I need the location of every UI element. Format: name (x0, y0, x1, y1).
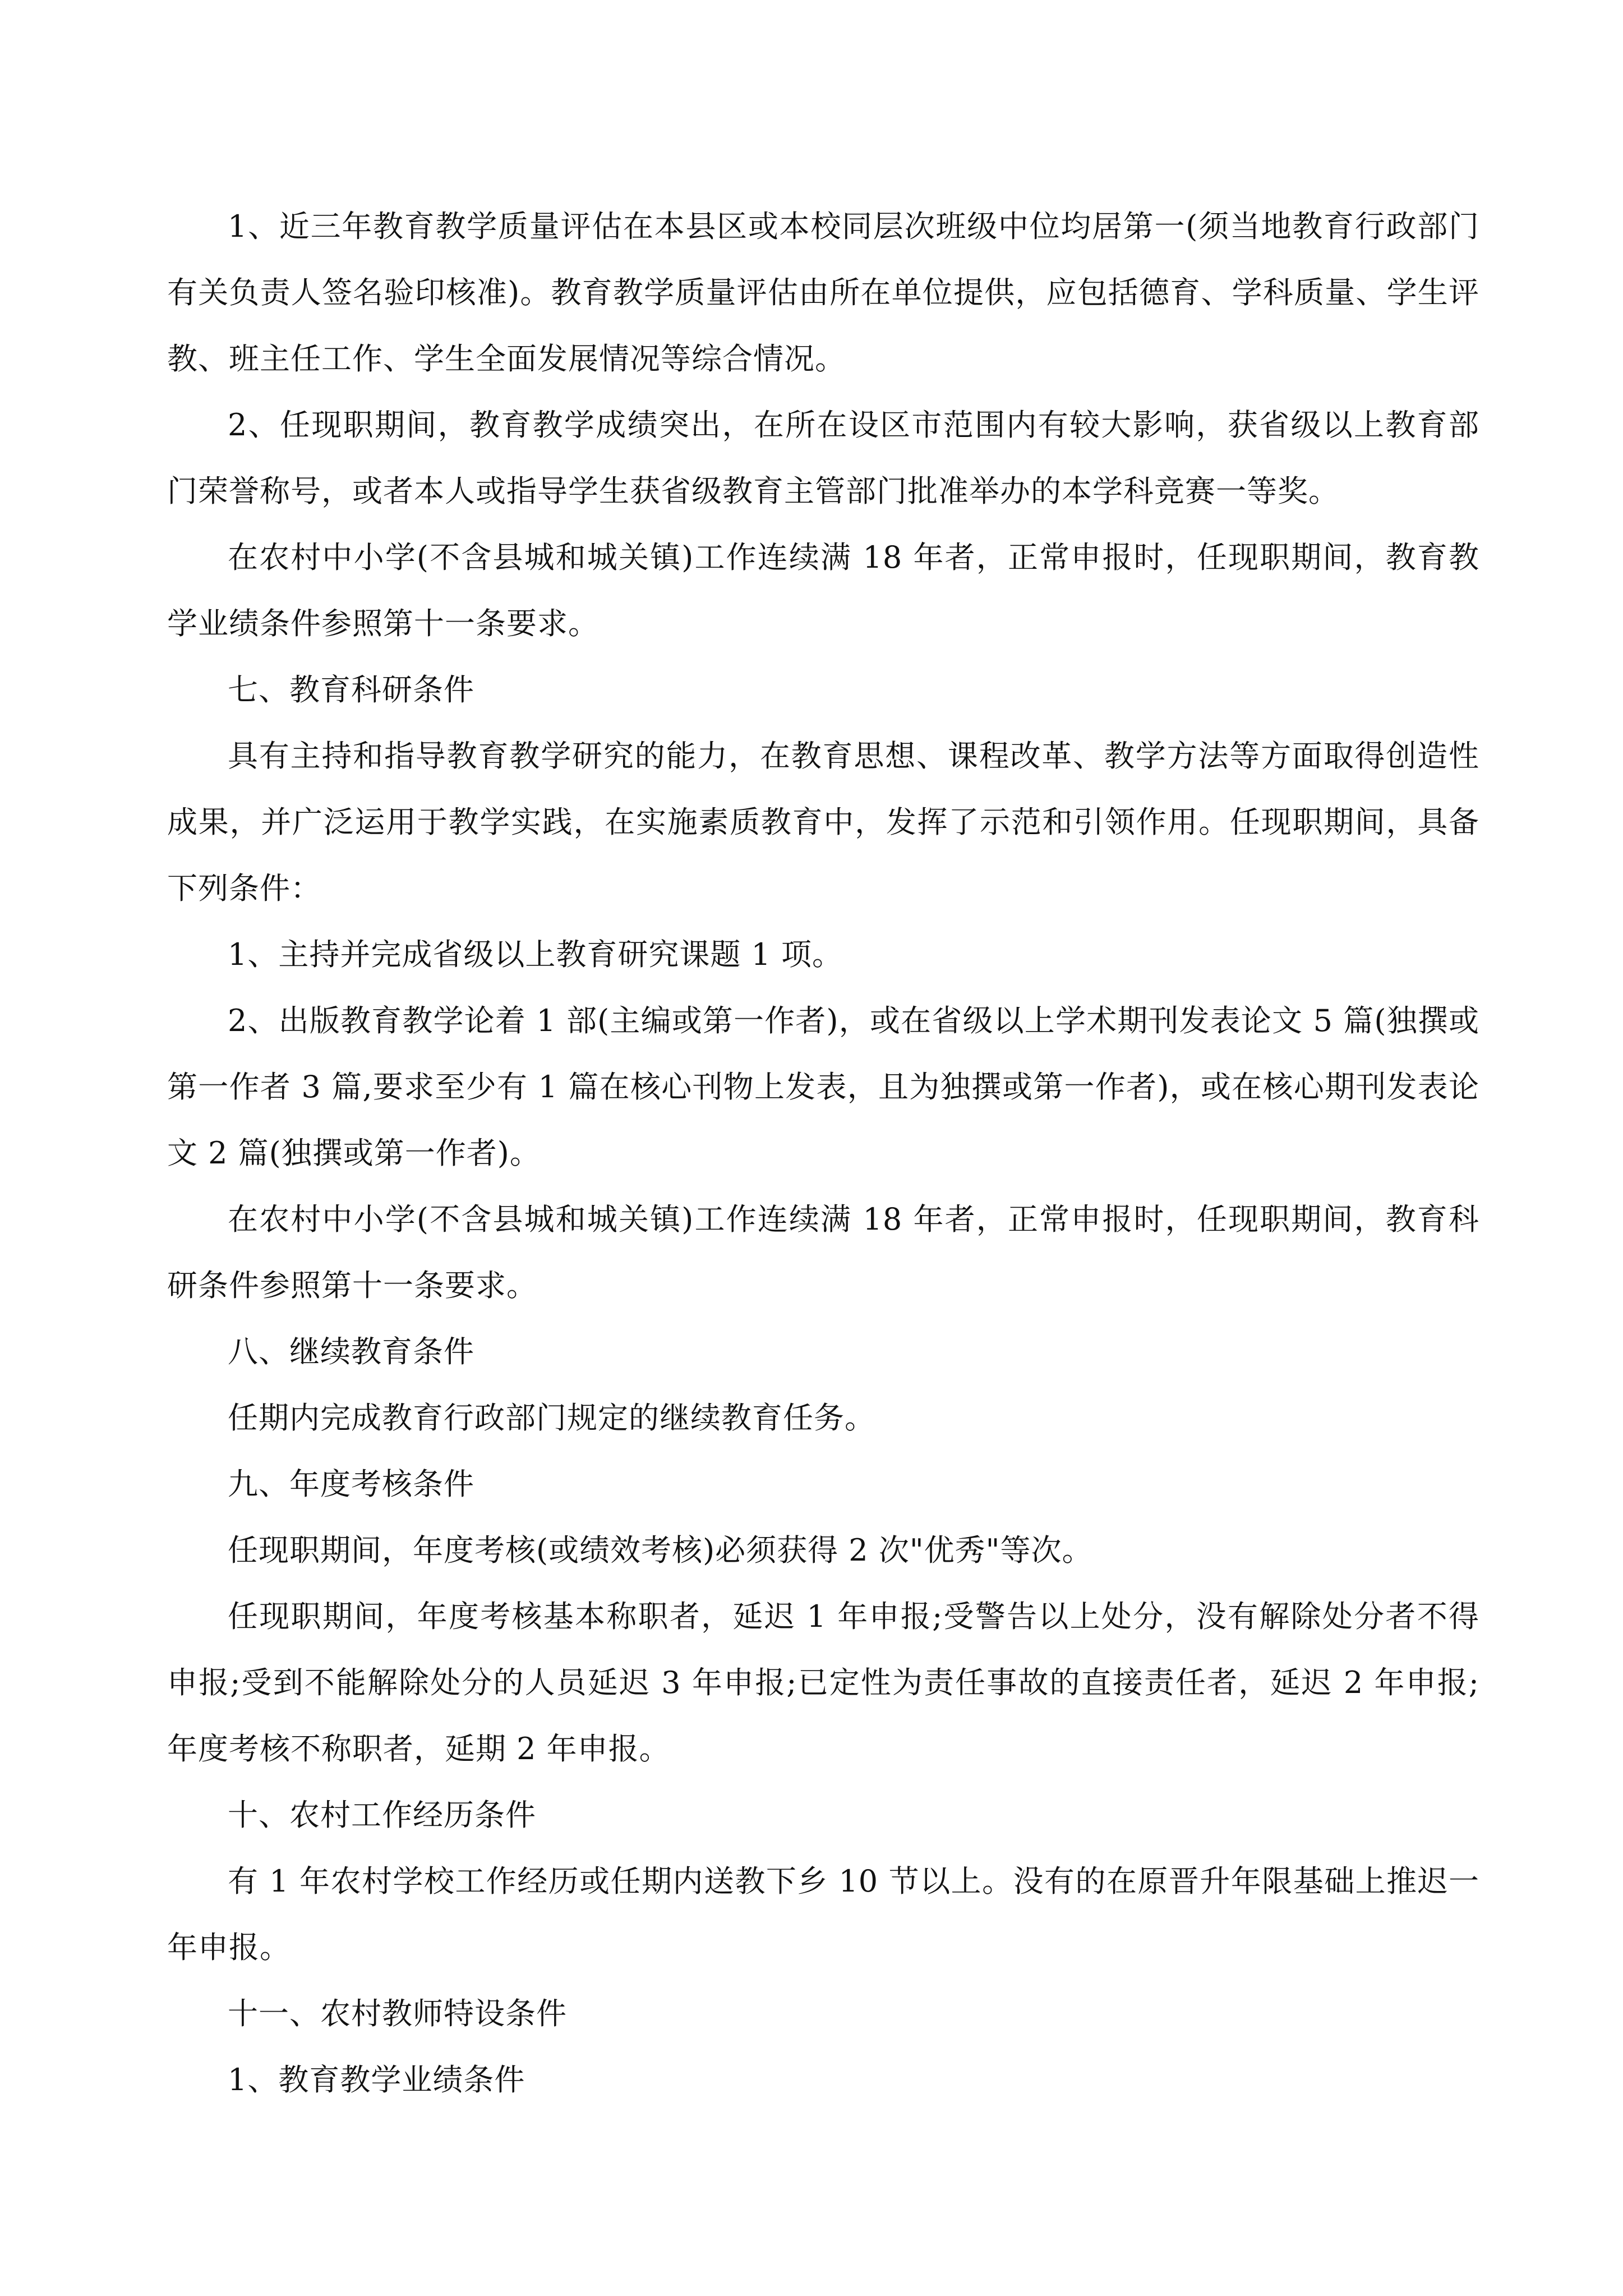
document-body (167, 194, 1479, 2113)
paragraph-performance-honors: 2、任现职期间，教育教学成绩突出，在所在设区市范围内有较大影响，获省级以上教育部门荣誉称号，或者本人或指导学生获省级教育主管部门批准举办的本学科竞赛一等奖。 (167, 407, 1479, 509)
paragraph-rural-research-exception: 在农村中小学(不含县城和城关镇)工作连续满 18 年者，正常申报时，任现职期间，教育科研条件参照第十一条要求。 (167, 1202, 1479, 1303)
paragraph-rural-teaching-exception: 在农村中小学(不含县城和城关镇)工作连续满 18 年者，正常申报时，任现职期间，教育教学业绩条件参照第十一条要求。 (167, 540, 1479, 641)
paragraph-research-project: 1、主持并完成省级以上教育研究课题 1 项。 (228, 937, 843, 972)
section-heading-annual-assessment: 九、年度考核条件 (228, 1466, 474, 1502)
section-heading-rural-special: 十一、农村教师特设条件 (228, 1996, 567, 2031)
paragraph-performance-ranking: 1、近三年教育教学质量评估在本县区或本校同层次班级中位均居第一(须当地教育行政部门有关负责人签名验印核准)。教育教学质量评估由所在单位提供，应包括德育、学科质量、学生评教、班主任工作、学生全面发展情况等综合情况。 (167, 209, 1479, 376)
paragraph-rural-experience: 有 1 年农村学校工作经历或任期内送教下乡 10 节以上。没有的在原晋升年限基础上推迟一年申报。 (167, 1864, 1479, 1965)
section-heading-research: 七、教育科研条件 (228, 672, 474, 707)
paragraph-research-intro: 具有主持和指导教育教学研究的能力，在教育思想、课程改革、教学方法等方面取得创造性成果，并广泛运用于教学实践，在实施素质教育中，发挥了示范和引领作用。任现职期间，具备下列条件： (167, 738, 1479, 906)
paragraph-research-publications: 2、出版教育教学论着 1 部(主编或第一作者)，或在省级以上学术期刊发表论文 5 篇(独撰或第一作者 3 篇,要求至少有 1 篇在核心刊物上发表，且为独撰或第一作者)，或在核心期刊发表论文 2 篇(独撰或第一作者)。 (167, 1003, 1479, 1171)
section-heading-rural-experience: 十、农村工作经历条件 (228, 1797, 536, 1833)
section-heading-continuing-education: 八、继续教育条件 (228, 1334, 474, 1369)
paragraph-continuing-education: 任期内完成教育行政部门规定的继续教育任务。 (228, 1400, 875, 1435)
paragraph-assessment-excellent: 任现职期间，年度考核(或绩效考核)必须获得 2 次"优秀"等次。 (228, 1533, 1093, 1568)
subsection-heading-teaching-performance: 1、教育教学业绩条件 (228, 2062, 525, 2097)
paragraph-assessment-penalties: 任现职期间，年度考核基本称职者，延迟 1 年申报;受警告以上处分，没有解除处分者不得申报;受到不能解除处分的人员延迟 3 年申报;已定性为责任事故的直接责任者，延迟 2 年申报;年度考核不称职者，延期 2 年申报。 (167, 1599, 1479, 1766)
